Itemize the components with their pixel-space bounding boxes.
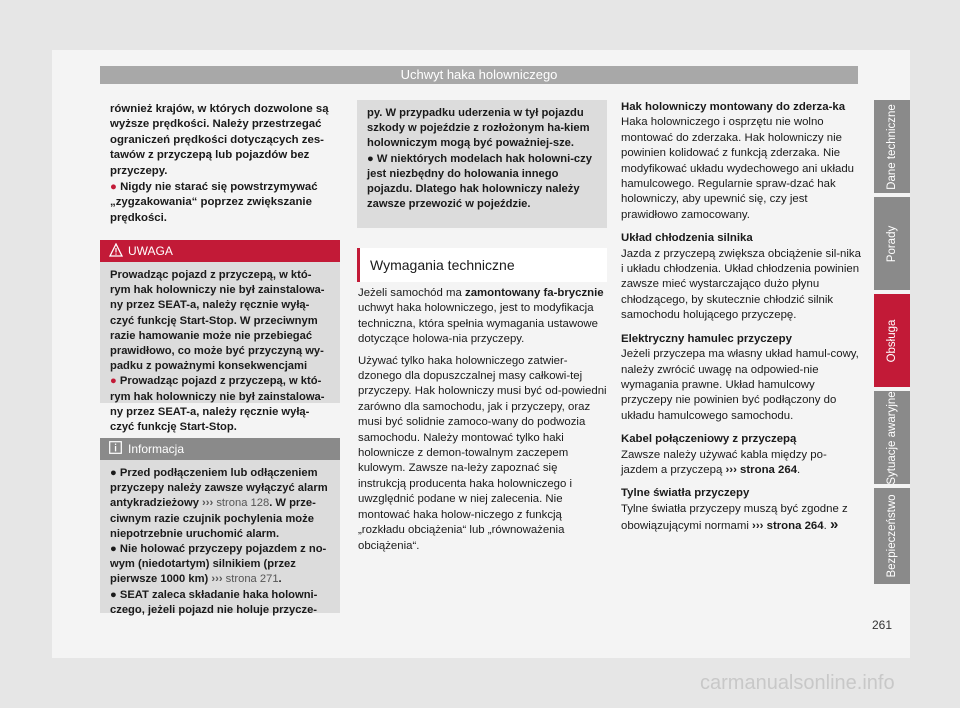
column-3 xyxy=(621,100,861,535)
tab-dane-techniczne[interactable] xyxy=(874,100,910,193)
box-item-2: ● W niektórych modelach hak holowni-czy jest niezbędny do holowania innego pojazdu. Dlatego hak holowniczy należy zawsze przewozić w pojeździe. xyxy=(367,152,592,211)
tab-bezpieczenstwo[interactable] xyxy=(874,488,910,584)
info-box-continued xyxy=(357,100,607,228)
info-text-3: SEAT zaleca składanie haka holowni-czego, jeżeli pojazd nie holuje przycze- xyxy=(110,588,318,616)
heading-1: Hak holowniczy montowany do zderza-ka xyxy=(621,101,846,113)
bullet-item xyxy=(110,180,340,226)
info-box xyxy=(100,438,340,616)
box-text-2: W niektórych modelach hak holowni-czy jest niezbędny do holowania innego pojazdu. Dlatego hak holowniczy należy zawsze przewozić w pojeździe. xyxy=(367,152,592,211)
heading-4: Kabel połączeniowy z przyczepą xyxy=(621,433,797,446)
tab-obsluga[interactable] xyxy=(874,294,910,387)
info-title: Informacja xyxy=(128,442,185,456)
p1-text-a: Jeżeli samochód ma xyxy=(358,287,465,299)
page-header-title: Uchwyt haka holowniczego xyxy=(100,66,858,84)
paragraph-5 xyxy=(621,502,861,535)
paragraph-2: Jazda z przyczepą zwiększa obciążenie sil-nika i układu chłodzenia. Układ chłodzenia powinien zawsze mieć wystarczająco dużo płynu chłodzącego, by skutecznie chłodzić silnik samochodu holującego przyczepę. xyxy=(621,247,861,322)
info-text-2a: Nie holować przyczepy pojazdem z no-wym (niedotartym) silnikiem (przez pierwsze 1000 km) xyxy=(110,543,327,586)
info-header xyxy=(100,438,340,460)
info-item-3: ● SEAT zaleca składanie haka holowni-czego, jeżeli pojazd nie holuje przycze- xyxy=(110,588,318,616)
heading-5: Tylne światła przyczepy xyxy=(621,487,750,500)
tab-label: Bezpieczeństwo xyxy=(886,494,898,578)
warning-text-2: Prowadząc pojazd z przyczepą, w któ-rym hak holowniczy nie był zainstalowa-ny przez SEAT-a, należy ręcznie wyłą-czyć funkcję Start-Stop. xyxy=(110,375,325,434)
p4-end: . xyxy=(797,463,801,476)
heading-3: Elektryczny hamulec przyczepy xyxy=(621,332,792,345)
link-arrows-icon: ››› xyxy=(211,573,223,586)
p5-text: Tylne światła przyczepy muszą być zgodne z obowiązującymi normami xyxy=(621,502,848,533)
tab-label: Sytuacje awaryjne xyxy=(886,390,898,485)
watermark: carmanualsonline.info xyxy=(700,672,895,694)
warning-bullet xyxy=(110,374,330,435)
intro-text: również krajów, w których dozwolone są wyższe prędkości. Należy przestrzegać ograniczeń prędkości dotyczących zes-tawów z przyczepą lub pojazdów bez przyczepy. xyxy=(110,103,329,177)
p4-text: Zawsze należy używać kabla między po-jazdem a przyczepą xyxy=(621,448,827,476)
paragraph-3: Jeżeli przyczepa ma własny układ hamul-cowy, należy zwrócić uwagę na odpowied-nie wymagania prawne. Układ hamulcowy przyczepy nie powinien być podłączony do układu hamulcowego samochodu. xyxy=(621,348,859,422)
info-item-1: ● Przed podłączeniem lub odłączeniem przyczepy należy zawsze wyłączyć alarm antykradzieżowy ››› strona 128. W prze-ciwnym razie czujnik pochylenia może niepotrzebnie uruchomić alarm. xyxy=(110,467,328,540)
tab-sytuacje-awaryjne[interactable] xyxy=(874,391,910,484)
info-body xyxy=(100,460,340,624)
bullet-text: Nigdy nie starać się powstrzymywać „zygzakowania“ poprzez zwiększanie prędkości. xyxy=(110,181,318,224)
warning-title: UWAGA xyxy=(128,244,173,258)
p5-end: . xyxy=(823,520,827,533)
link-text: strona 264 xyxy=(766,520,824,533)
heading-2: Układ chłodzenia silnika xyxy=(621,232,753,245)
tab-label: Obsługa xyxy=(886,319,898,362)
info-text-1a: Przed podłączeniem lub odłączeniem przyczepy należy zawsze wyłączyć alarm antykradzieżowy xyxy=(110,467,328,510)
info-text-2b: . xyxy=(278,573,282,586)
tab-label: Porady xyxy=(886,225,898,262)
bullet-icon: ● xyxy=(110,375,117,388)
continue-arrow-icon: » xyxy=(829,516,839,534)
column-1 xyxy=(110,102,340,226)
info-body-continued xyxy=(357,100,607,218)
warning-header xyxy=(100,240,340,262)
section-heading: Wymagania techniczne xyxy=(357,248,607,282)
tab-porady[interactable] xyxy=(874,197,910,290)
paragraph-1 xyxy=(358,286,608,348)
warning-text-1: Prowadząc pojazd z przyczepą, w któ-rym hak holowniczy nie był zainstalowa-ny przez SEAT-a, należy ręcznie wyłą-czyć funkcję Start-Stop. W przeciwnym razie hamowanie może nie przebiegać prawidłowo, co może być przyczyną wy-padku z poważnymi konsekwencjami xyxy=(110,269,325,373)
page-number: 261 xyxy=(872,618,893,632)
p1-text-bold: zamontowany fa-brycznie xyxy=(465,287,604,299)
bullet-icon: ● xyxy=(110,181,117,194)
info-text-1b: . W prze-ciwnym razie czujnik pochylenia może niepotrzebnie uruchomić alarm. xyxy=(110,497,316,540)
info-item-2: ● Nie holować przyczepy pojazdem z no-wym (niedotartym) silnikiem (przez pierwsze 1000 km) ››› strona 271. xyxy=(110,543,327,586)
page-link-264-b[interactable] xyxy=(752,520,824,532)
link-text: strona 271 xyxy=(225,573,279,586)
paragraph-1: Haka holowniczego i osprzętu nie wolno montować do zderzaka. Hak holowniczy nie powinien kolidować z funkcją zderzaka. Nie modyfikować układu wydechowego ani układu hamulcowego. Regularnie spraw-dzać hak holowniczy, aby upewnić się, czy jest prawidłowo zamocowany. xyxy=(621,116,855,221)
box-text-1: py. W przypadku uderzenia w tył pojazdu szkody w pojeździe z rozłożonym ha-kiem holowniczym mogą być poważniej-sze. xyxy=(367,107,590,150)
tab-label: Dane techniczne xyxy=(886,103,898,190)
link-arrows-icon: ››› xyxy=(725,463,737,476)
link-arrows-icon: ››› xyxy=(202,497,214,510)
warning-triangle-icon xyxy=(109,243,123,257)
page-link-271[interactable] xyxy=(211,573,278,585)
info-icon xyxy=(109,441,122,454)
link-text: strona 264 xyxy=(740,463,798,476)
warning-body xyxy=(100,262,340,441)
p1-text-c: uchwyt haka holowniczego, jest to modyfikacja techniczna, która spełnia wymagania ustawowe dotyczące holowa-nia przyczepy. xyxy=(358,302,598,346)
paragraph-4 xyxy=(621,448,861,479)
link-arrows-icon: ››› xyxy=(752,520,764,533)
warning-box xyxy=(100,240,340,434)
page-link-264[interactable] xyxy=(725,464,797,476)
column-2 xyxy=(358,286,608,554)
paragraph-2: Używać tylko haka holowniczego zatwier-dzonego dla dopuszczalnej masy całkowi-tej przyczepy. Hak holowniczy musi być od-powiedni zarówno dla samochodu, jak i przyczepy, oraz musi być solidnie zamoco-wany do podwozia samochodu. Należy montować tylko haki holownicze z demon-towalnym zaczepem kulowym. Zawsze na-leży zapoznać się instrukcją producenta haka holowniczego i uwzględnić podane w niej zalecenia. Nie montować haka holow-niczego z funkcją „rozkładu obciążenia“ lub „równoważenia obciążenia“. xyxy=(358,354,607,552)
page-link-128[interactable] xyxy=(202,497,269,509)
link-text: strona 128 xyxy=(216,497,270,510)
